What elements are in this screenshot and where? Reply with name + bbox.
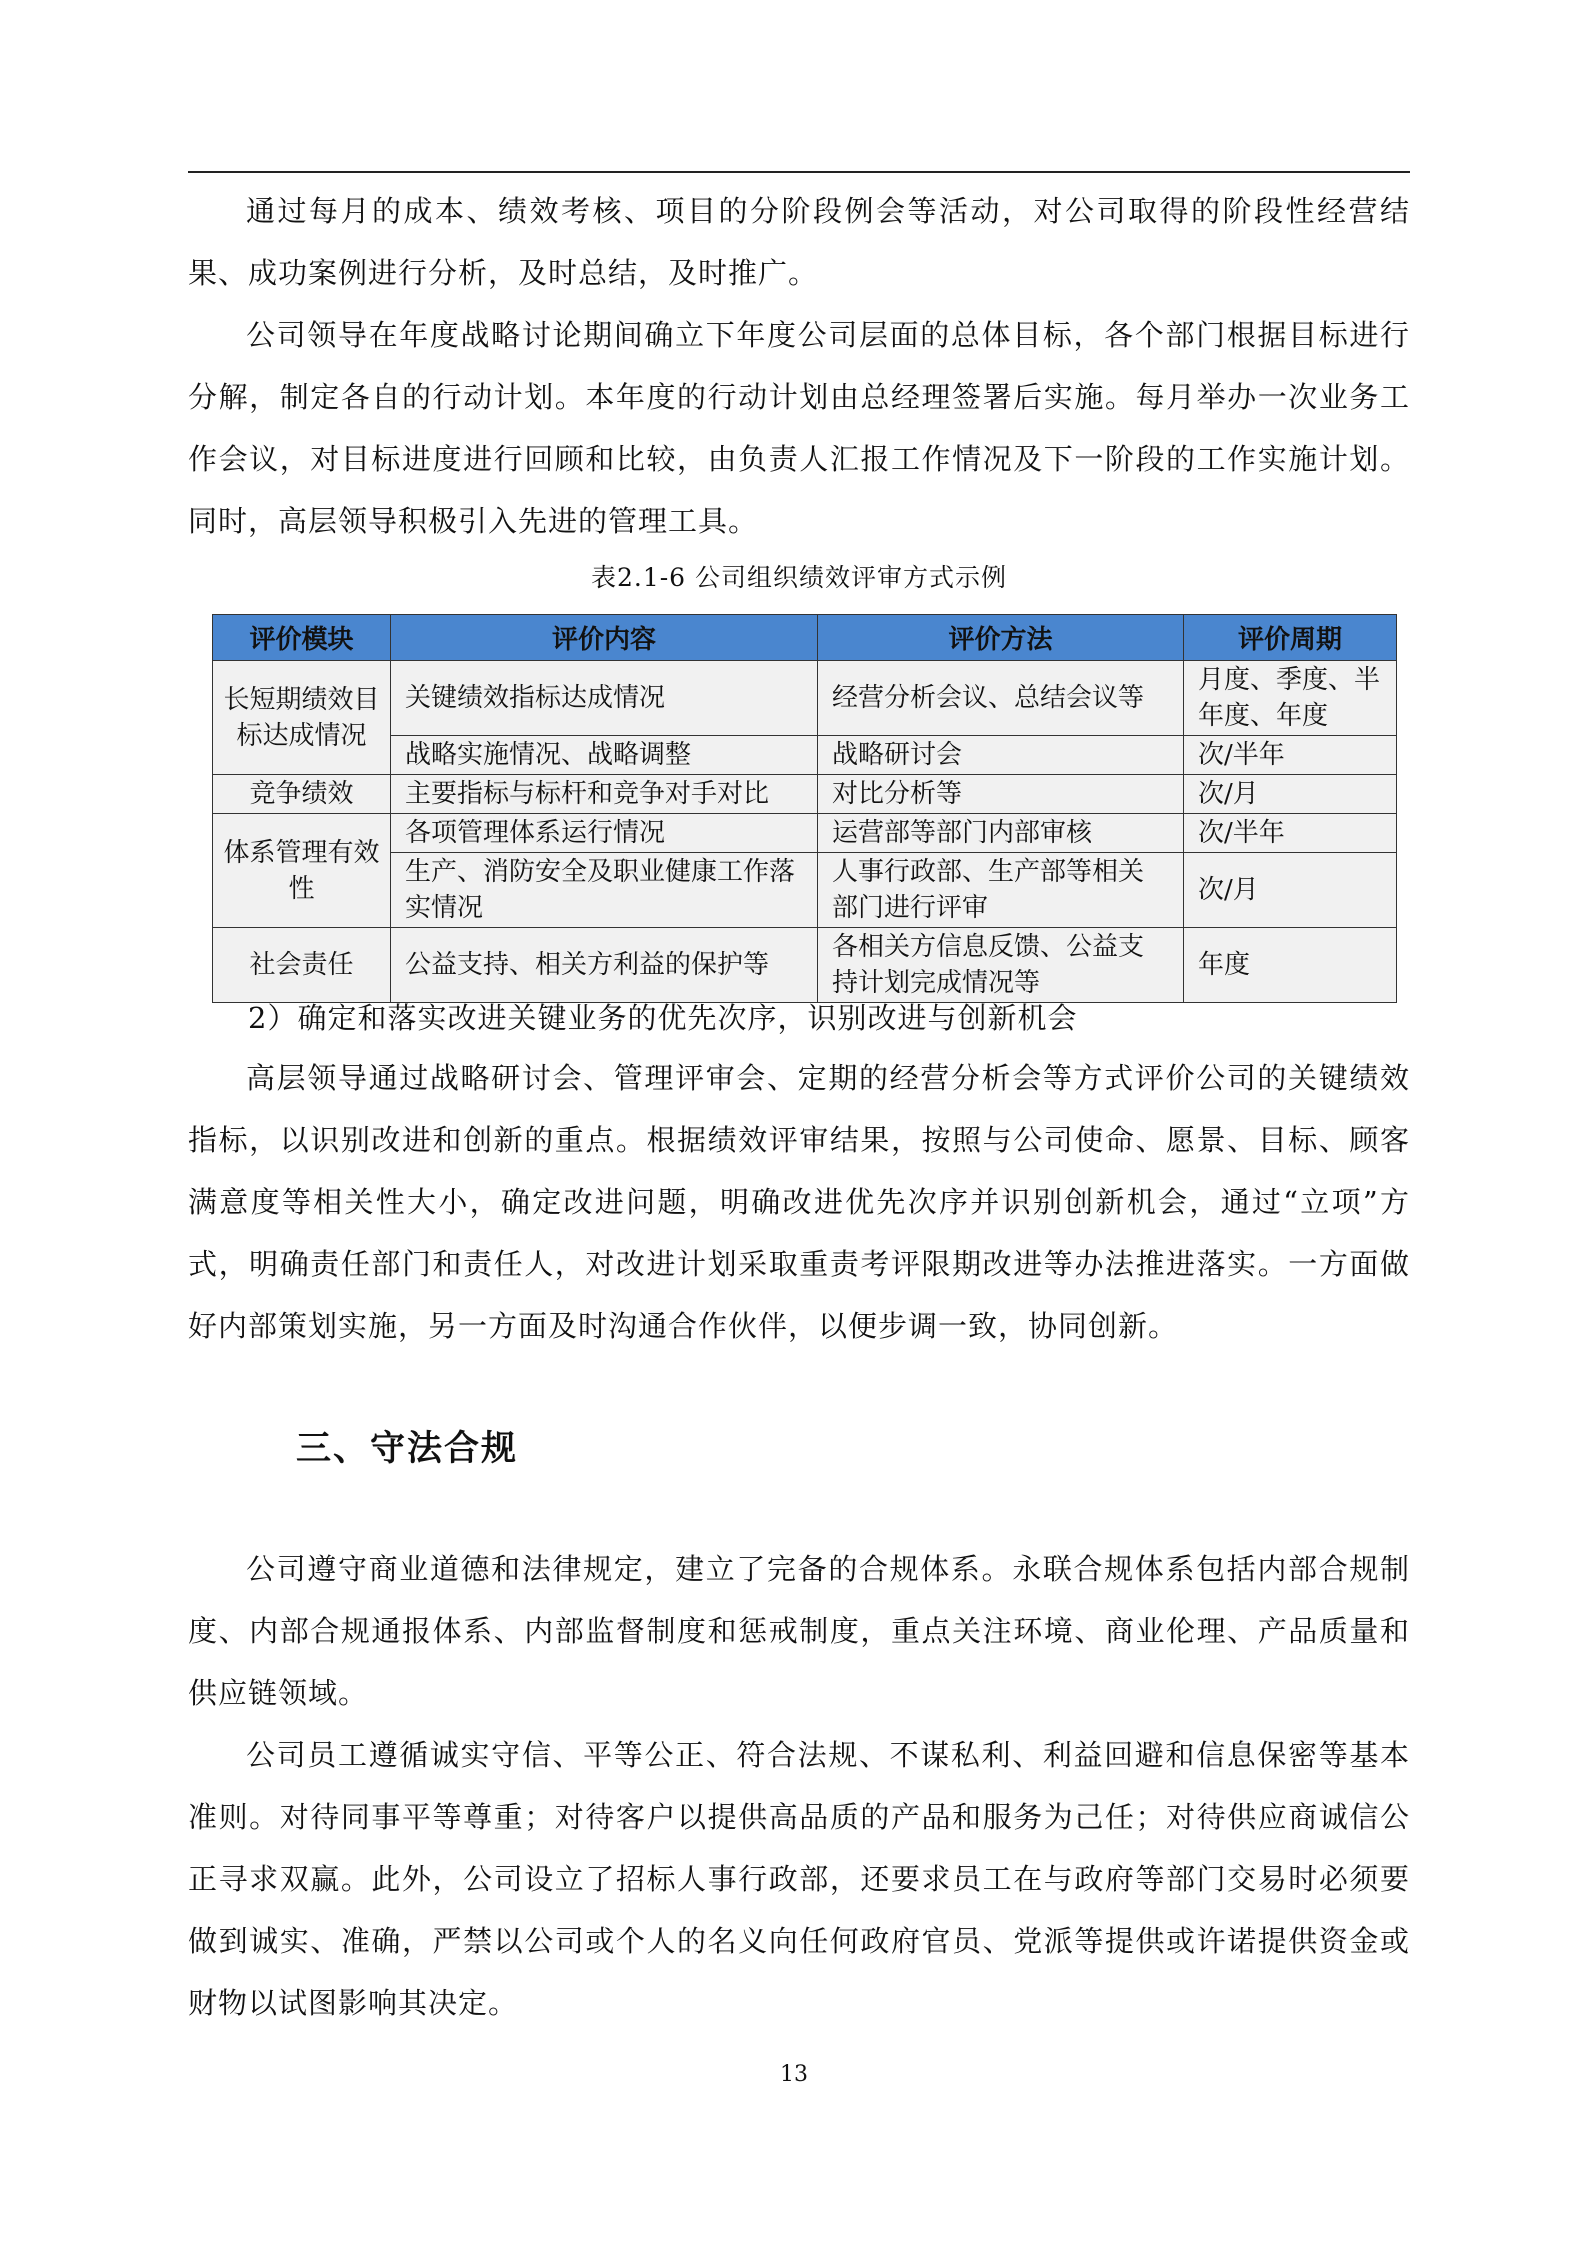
header-rule bbox=[188, 171, 1410, 173]
body-text: 高层领导通过战略研讨会、管理评审会、定期的经营分析会等方式评价公司的关键绩效指标，以识别改进和创新的重点。根据绩效评审结果，按照与公司使命、愿景、目标、顾客满意度等相关性大小，确定改进问题，明确改进优先次序并识别创新机会，通过“立项”方式，明确责任部门和责任人，对改进计划采取重责考评限期改进等办法推进落实。一方面做好内部策划实施，另一方面及时沟通合作伙伴，以便步调一致，协同创新。 bbox=[188, 1061, 1410, 1343]
module-cell: 体系管理有效性 bbox=[213, 814, 391, 928]
period-cell: 年度 bbox=[1184, 928, 1397, 1003]
header-module: 评价模块 bbox=[213, 615, 391, 661]
body-text: 公司遵守商业道德和法律规定，建立了完备的合规体系。永联合规体系包括内部合规制度、内部合规通报体系、内部监督制度和惩戒制度，重点关注环境、商业伦理、产品质量和供应链领域。 bbox=[188, 1552, 1410, 1710]
table-row bbox=[213, 928, 1397, 1003]
performance-review-table bbox=[212, 614, 1397, 1003]
paragraph-improvement-priorities bbox=[188, 1047, 1410, 1357]
header-period: 评价周期 bbox=[1184, 615, 1397, 661]
period-cell: 次/半年 bbox=[1184, 736, 1397, 775]
method-cell: 人事行政部、生产部等相关部门进行评审 bbox=[818, 853, 1184, 928]
module-cell: 竞争绩效 bbox=[213, 775, 391, 814]
body-text: 通过每月的成本、绩效考核、项目的分阶段例会等活动，对公司取得的阶段性经营结果、成功案例进行分析，及时总结，及时推广。 bbox=[188, 194, 1410, 290]
table-header-row bbox=[213, 615, 1397, 661]
content-cell: 生产、消防安全及职业健康工作落实情况 bbox=[391, 853, 818, 928]
subheading: 2）确定和落实改进关键业务的优先次序，识别改进与创新机会 bbox=[248, 1001, 1078, 1035]
page-number: 13 bbox=[780, 2062, 808, 2087]
table-row bbox=[213, 736, 1397, 775]
method-cell: 对比分析等 bbox=[818, 775, 1184, 814]
table-row bbox=[213, 853, 1397, 928]
method-cell: 战略研讨会 bbox=[818, 736, 1184, 775]
header-method: 评价方法 bbox=[818, 615, 1184, 661]
content-cell: 公益支持、相关方利益的保护等 bbox=[391, 928, 818, 1003]
period-cell: 次/月 bbox=[1184, 853, 1397, 928]
method-cell: 经营分析会议、总结会议等 bbox=[818, 661, 1184, 736]
table-row bbox=[213, 814, 1397, 853]
content-cell: 各项管理体系运行情况 bbox=[391, 814, 818, 853]
period-cell: 月度、季度、半年度、年度 bbox=[1184, 661, 1397, 736]
content-cell: 关键绩效指标达成情况 bbox=[391, 661, 818, 736]
content-cell: 战略实施情况、战略调整 bbox=[391, 736, 818, 775]
table-row bbox=[213, 661, 1397, 736]
header-content: 评价内容 bbox=[391, 615, 818, 661]
body-text: 公司领导在年度战略讨论期间确立下年度公司层面的总体目标，各个部门根据目标进行分解，制定各自的行动计划。本年度的行动计划由总经理签署后实施。每月举办一次业务工作会议，对目标进度进行回顾和比较，由负责人汇报工作情况及下一阶段的工作实施计划。同时，高层领导积极引入先进的管理工具。 bbox=[188, 318, 1410, 538]
paragraph-review-activities bbox=[188, 180, 1410, 304]
paragraph-annual-goals bbox=[188, 304, 1410, 552]
method-cell: 各相关方信息反馈、公益支持计划完成情况等 bbox=[818, 928, 1184, 1003]
method-cell: 运营部等部门内部审核 bbox=[818, 814, 1184, 853]
table-caption: 表2.1-6 公司组织绩效评审方式示例 bbox=[590, 563, 1008, 592]
body-text: 公司员工遵循诚实守信、平等公正、符合法规、不谋私利、利益回避和信息保密等基本准则。对待同事平等尊重；对待客户以提供高品质的产品和服务为己任；对待供应商诚信公正寻求双赢。此外，公司设立了招标人事行政部，还要求员工在与政府等部门交易时必须要做到诚实、准确，严禁以公司或个人的名义向任何政府官员、党派等提供或许诺提供资金或财物以试图影响其决定。 bbox=[188, 1738, 1410, 2020]
content-cell: 主要指标与标杆和竞争对手对比 bbox=[391, 775, 818, 814]
module-cell: 社会责任 bbox=[213, 928, 391, 1003]
period-cell: 次/半年 bbox=[1184, 814, 1397, 853]
paragraph-compliance-system bbox=[188, 1538, 1410, 1724]
table-row bbox=[213, 775, 1397, 814]
period-cell: 次/月 bbox=[1184, 775, 1397, 814]
section-title: 三、守法合规 bbox=[296, 1428, 519, 1469]
paragraph-employee-conduct bbox=[188, 1724, 1410, 2034]
module-cell: 长短期绩效目标达成情况 bbox=[213, 661, 391, 775]
